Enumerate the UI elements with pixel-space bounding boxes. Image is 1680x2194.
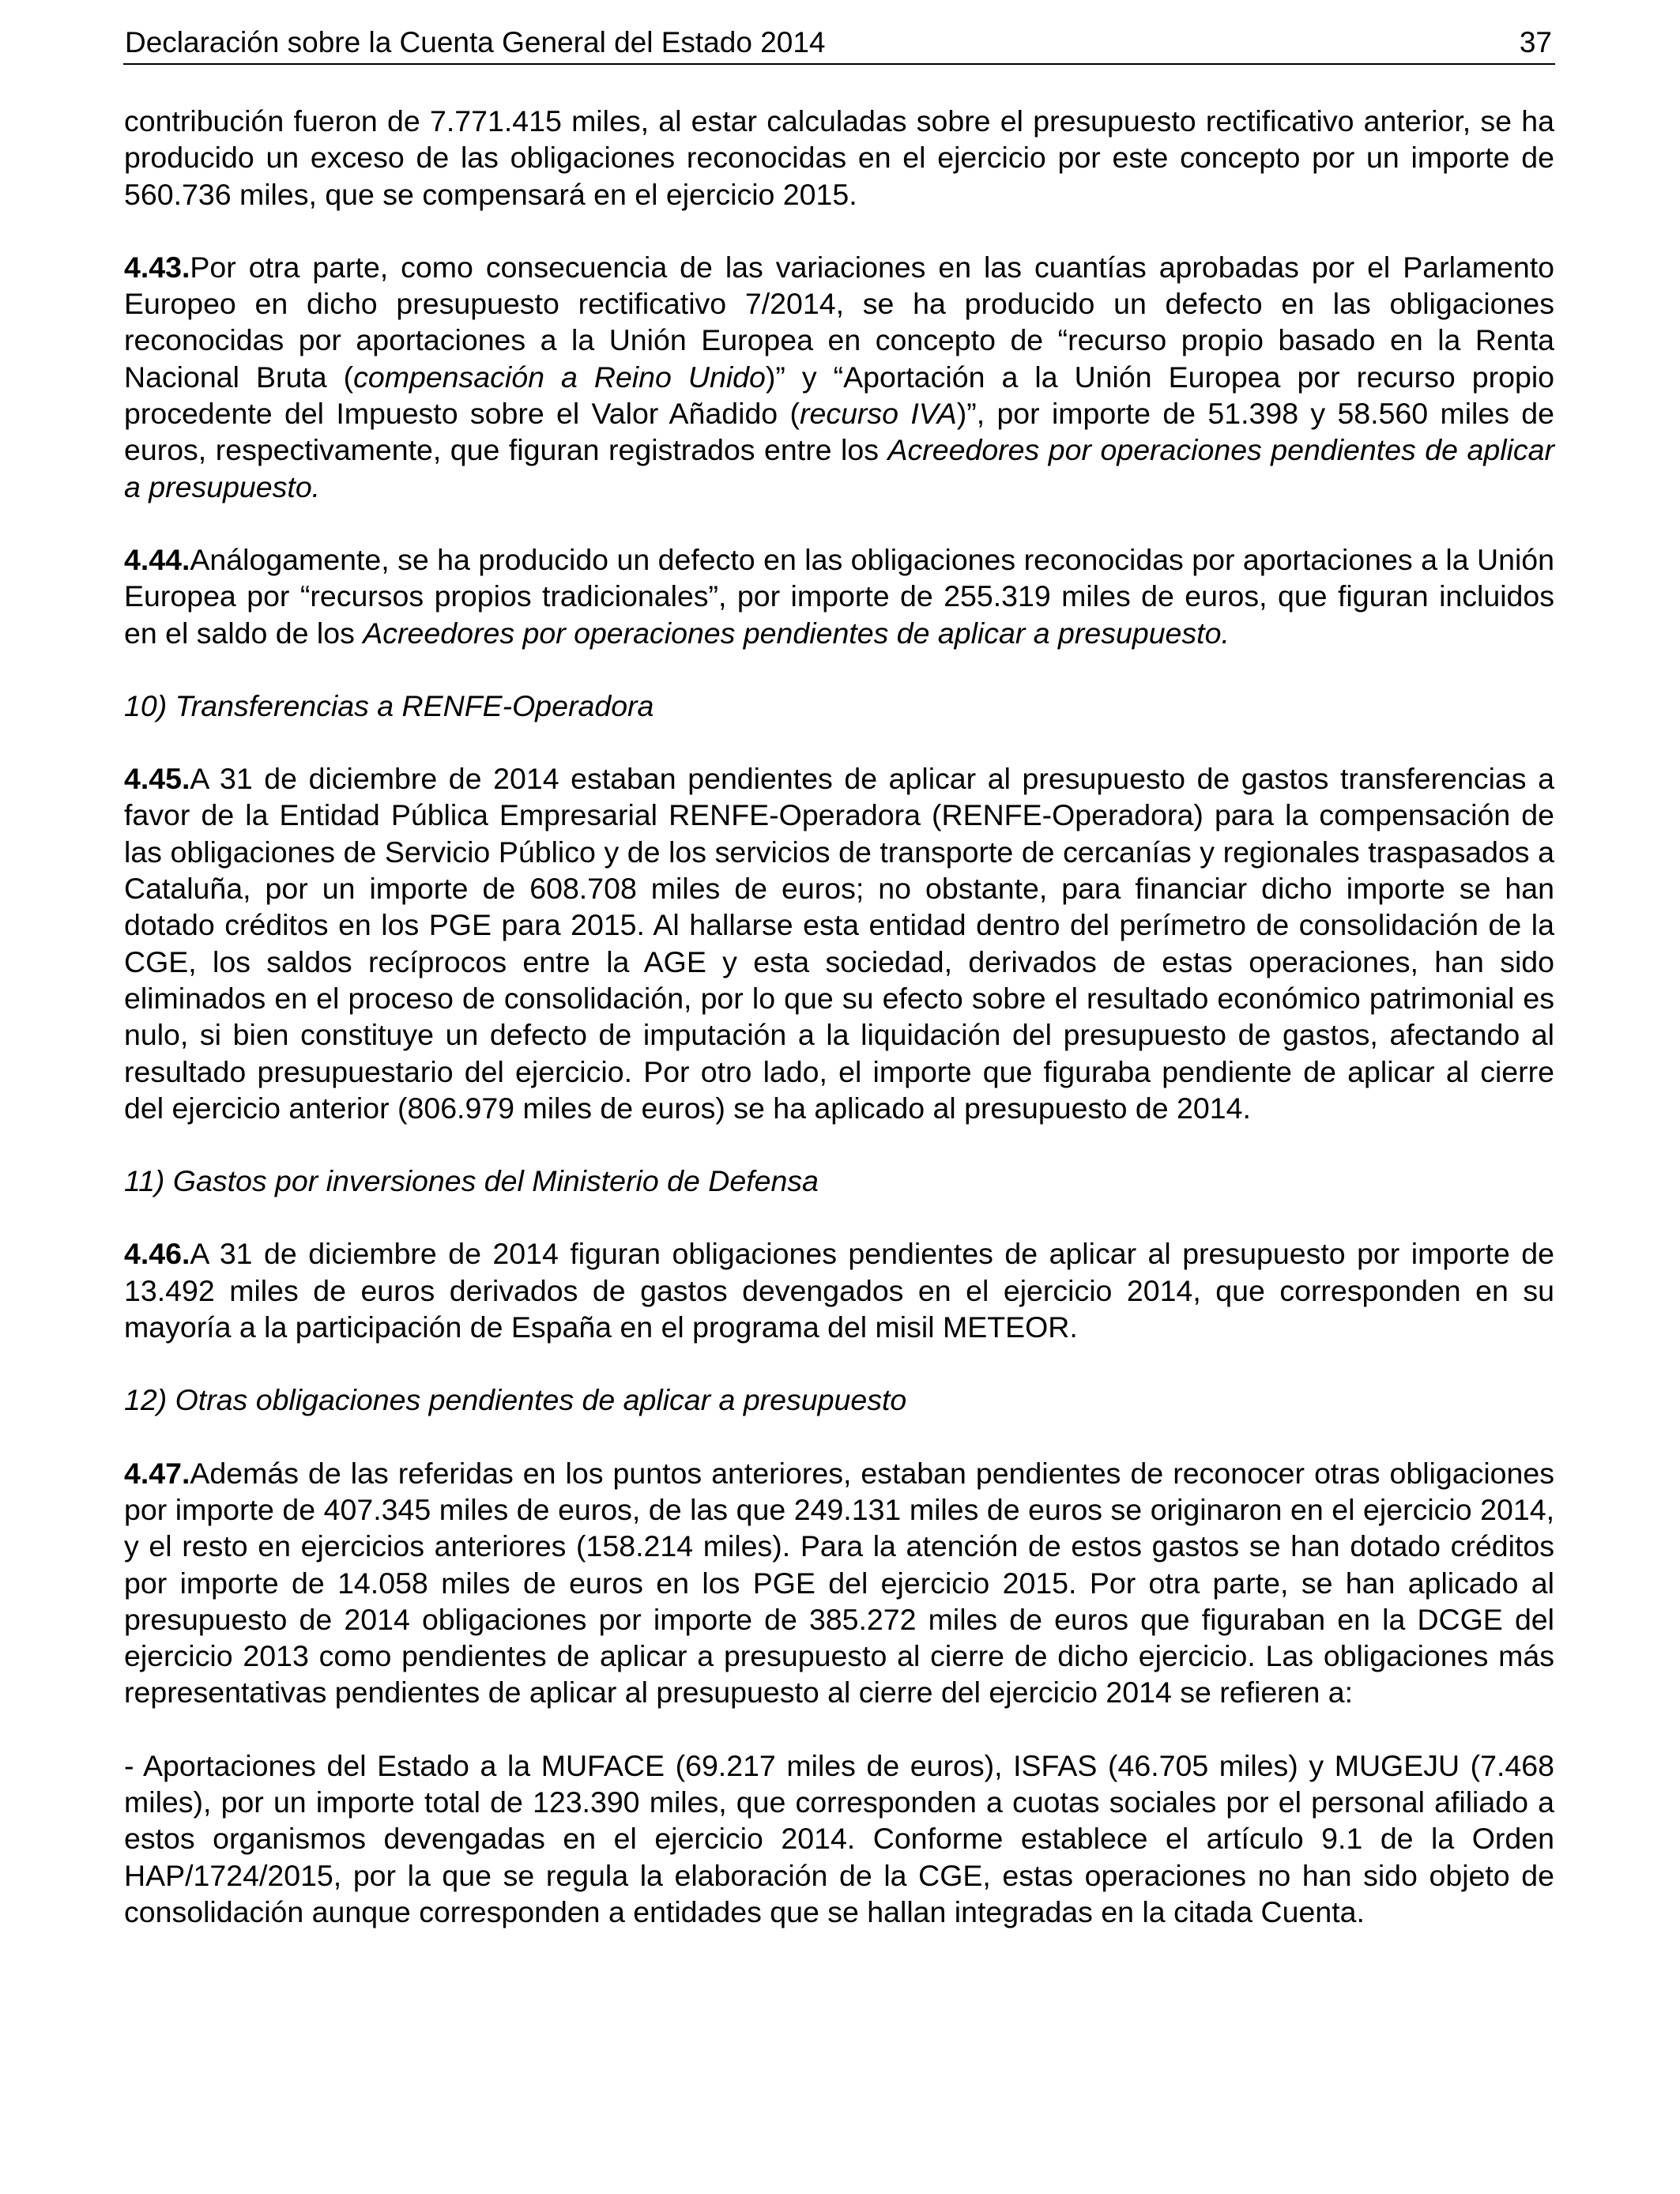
bullet-item-aportaciones: - Aportaciones del Estado a la MUFACE (69.217 miles de euros), ISFAS (46.705 miles) y MUGEJU (7.468 miles), por un importe total de 123.390 miles, que corresponden a cuotas sociales por el personal afiliado a estos organismos devengadas en el ejercicio 2014. Conforme establece el artículo 9.1 de la Orden HAP/1724/2015, por la que se regula la elaboración de la CGE, estas operaciones no han sido objeto de consolidación aunque corresponden a entidades que se hallan integradas en la citada Cuenta. [124, 1748, 1554, 1928]
paragraph-text: Análogamente, se ha producido un defecto en las obligaciones reconocidas por aportaciones a la Unión Europea por “recursos propios tradicionales”, por importe de 255.319 miles de euros, que figuran incluidos en el saldo de los [124, 542, 1554, 650]
section-heading-11: 11) Gastos por inversiones del Ministerio de Defensa [124, 1164, 819, 1198]
paragraph-number: 4.45. [124, 762, 190, 796]
section-heading-10: 10) Transferencias a RENFE-Operadora [124, 688, 654, 722]
paragraph-number: 4.46. [124, 1237, 190, 1271]
paragraph-4-43 [124, 249, 1554, 505]
italic-term: compensación a Reino Unido [353, 360, 766, 394]
section-heading-12: 12) Otras obligaciones pendientes de aplicar a presupuesto [124, 1383, 907, 1417]
paragraph-number: 4.44. [124, 542, 190, 576]
paragraph-number: 4.47. [124, 1456, 190, 1490]
paragraph-text: A 31 de diciembre de 2014 estaban pendientes de aplicar al presupuesto de gastos transferencias a favor de la Entidad Pública Empresarial RENFE-Operadora (RENFE-Operadora) para la compensación de las obligaciones de Servicio Público y de los servicios de transporte de cercanías y regionales traspasados a Cataluña, por un importe de 608.708 miles de euros; no obstante, para financiar dicho importe se han dotado créditos en los PGE para 2015. Al hallarse esta entidad dentro del perímetro de consolidación de la CGE, los saldos recíprocos entre la AGE y esta sociedad, derivados de estas operaciones, han sido eliminados en el proceso de consolidación, por lo que su efecto sobre el resultado económico patrimonial es nulo, si bien constituye un defecto de imputación a la liquidación del presupuesto de gastos, afectando al resultado presupuestario del ejercicio. Por otro lado, el importe que figuraba pendiente de aplicar al cierre del ejercicio anterior (806.979 miles de euros) se ha aplicado al presupuesto de 2014. [124, 762, 1554, 1125]
page-header [123, 24, 1555, 65]
paragraph-number: 4.43. [124, 250, 190, 284]
paragraph-text: )” y “Aportación a la Unión Europea por recurso propio procedente del Impuesto sobre el Valor Añadido ( [124, 360, 1555, 431]
paragraph-text: . [1221, 616, 1230, 650]
italic-term: Acreedores por operaciones pendientes de aplicar a presupuesto. [124, 433, 1554, 503]
paragraph-4-47 [124, 1455, 1554, 1711]
italic-term: recurso IVA [799, 397, 957, 431]
paragraph-4-46 [124, 1235, 1554, 1345]
page-number: 37 [1519, 26, 1552, 58]
document-body [124, 103, 1554, 1930]
paragraph-text: Además de las referidas en los puntos anteriores, estaban pendientes de reconocer otras obligaciones por importe de 407.345 miles de euros, de las que 249.131 miles de euros se originaron en el ejercicio 2014, y el resto en ejercicios anteriores (158.214 miles). Para la atención de estos gastos se han dotado créditos por importe de 14.058 miles de euros en los PGE del ejercicio 2015. Por otra parte, se han aplicado al presupuesto de 2014 obligaciones por importe de 385.272 miles de euros que figuraban en la DCGE del ejercicio 2013 como pendientes de aplicar a presupuesto al cierre de dicho ejercicio. Las obligaciones más representativas pendientes de aplicar al presupuesto al cierre del ejercicio 2014 se refieren a: [124, 1456, 1554, 1710]
paragraph-4-45 [124, 760, 1554, 1126]
paragraph-text: A 31 de diciembre de 2014 figuran obligaciones pendientes de aplicar al presupuesto por importe de 13.492 miles de euros derivados de gastos devengados en el ejercicio 2014, que corresponden en su mayoría a la participación de España en el programa del misil METEOR. [124, 1237, 1554, 1344]
paragraph-4-44 [124, 541, 1554, 651]
document-title: Declaración sobre la Cuenta General del Estado 2014 [125, 26, 826, 58]
paragraph-continuation: contribución fueron de 7.771.415 miles, al estar calculadas sobre el presupuesto rectificativo anterior, se ha producido un exceso de las obligaciones reconocidas en el ejercicio por este concepto por un importe de 560.736 miles, que se compensará en el ejercicio 2015. [124, 104, 1554, 211]
italic-term: Acreedores por operaciones pendientes de aplicar a presupuesto [363, 616, 1222, 650]
paragraph-text: )”, por importe de 51.398 y 58.560 miles de euros, respectivamente, que figuran registrados entre los [124, 397, 1555, 467]
paragraph-text: Por otra parte, como consecuencia de las variaciones en las cuantías aprobadas por el Parlamento Europeo en dicho presupuesto rectificativo 7/2014, se ha producido un defecto en las obligaciones reconocidas por aportaciones a la Unión Europea en concepto de “recurso propio basado en la Renta Nacional Bruta ( [124, 250, 1554, 394]
